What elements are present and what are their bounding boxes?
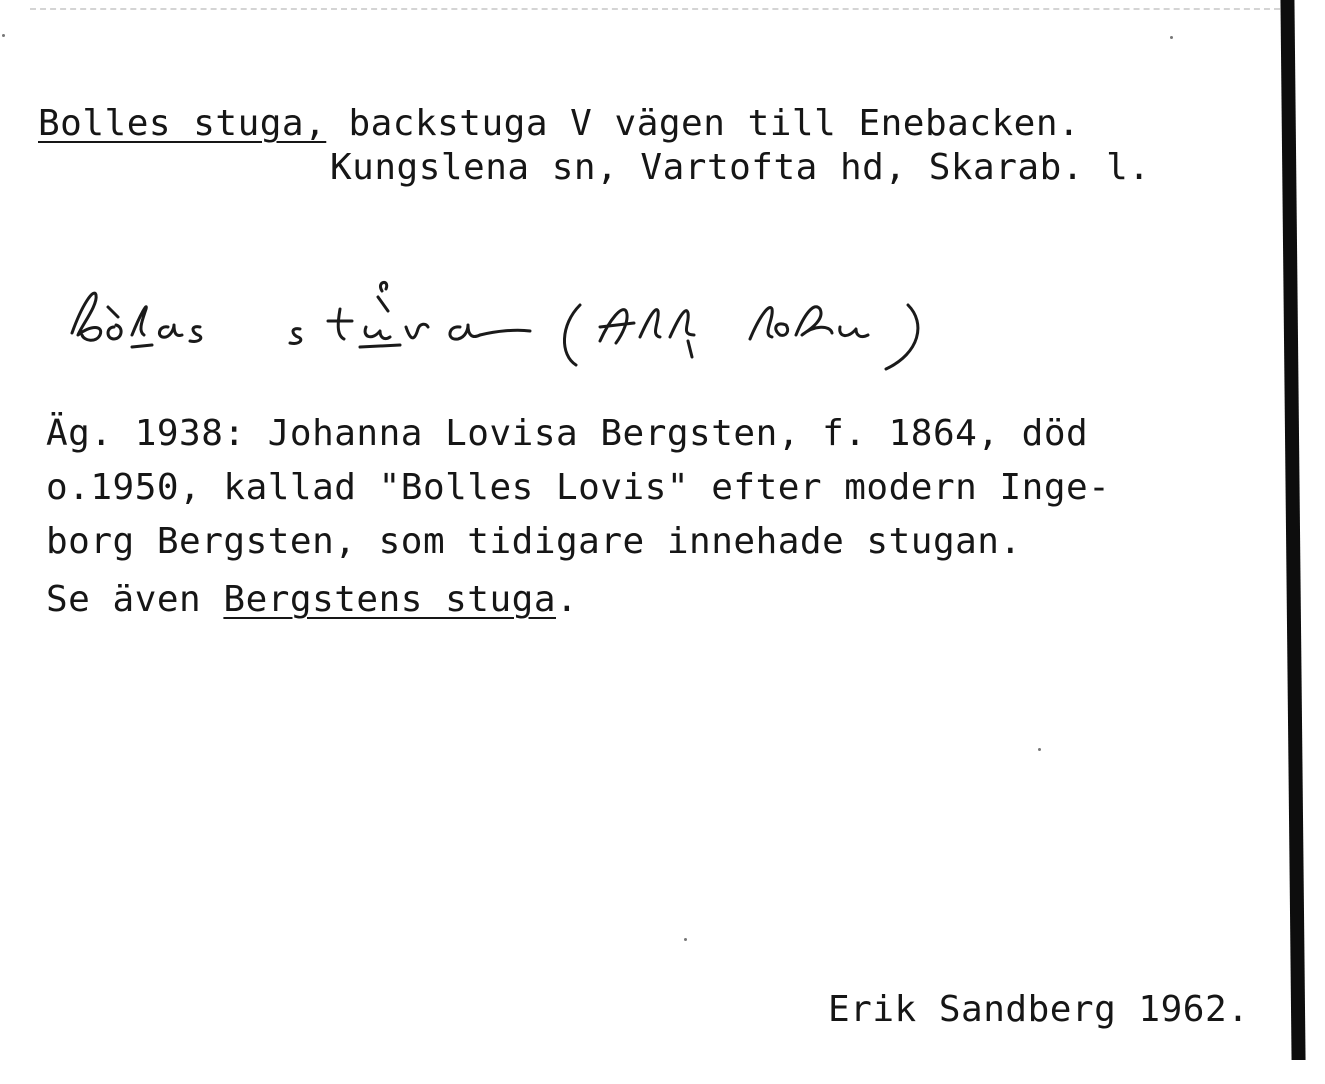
place-name: Bolles stuga, (38, 103, 327, 144)
see-also-prefix: Se även (46, 579, 224, 620)
paper-speck (1170, 36, 1173, 39)
card-right-edge (1280, 0, 1305, 1060)
card-top-edge (30, 8, 1280, 12)
paper-speck (684, 938, 687, 941)
handwritten-note (60, 265, 940, 385)
handwritten-note-text: bolas stuva (Adlg., lobu) (60, 383, 76, 384)
location-line: Kungslena sn, Vartofta hd, Skarab. l. (330, 147, 1151, 188)
paper-speck (2, 34, 5, 37)
heading-line (38, 104, 1080, 144)
see-also-suffix: . (556, 579, 579, 620)
paper-speck (1038, 748, 1041, 751)
body-line-1: Äg. 1938: Johanna Lovisa Bergsten, f. 1864, död (46, 413, 1089, 454)
signature: Erik Sandberg 1962. (828, 989, 1250, 1030)
body-line-4 (46, 580, 578, 620)
body-line-2: o.1950, kallad "Bolles Lovis" efter modern Inge- (46, 467, 1111, 508)
place-description: backstuga V vägen till Enebacken. (326, 103, 1081, 144)
see-also-reference: Bergstens stuga (223, 579, 556, 620)
body-line-3: borg Bergsten, som tidigare innehade stugan. (46, 521, 1022, 562)
